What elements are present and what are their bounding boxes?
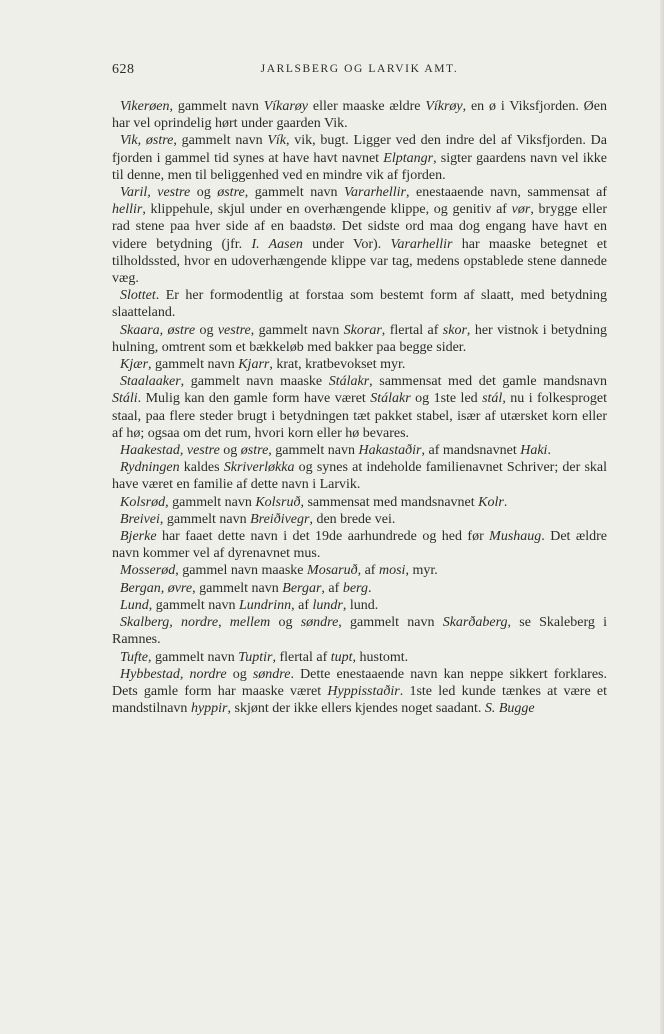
text-run: , gammelt navn xyxy=(148,649,239,665)
text-run: . 1ste led kunde tænkes at være et mandstilnavn xyxy=(112,683,607,717)
italic-term: I. Aasen xyxy=(251,236,303,252)
paragraph xyxy=(112,287,607,321)
italic-term: tupt xyxy=(330,649,353,665)
italic-term: Vikerøen xyxy=(120,99,170,114)
italic-term: Kjarr xyxy=(238,357,270,373)
page-edge xyxy=(660,0,664,1034)
paragraph xyxy=(112,373,607,442)
italic-term: hellir xyxy=(112,202,143,218)
text-run: , gammelt navn xyxy=(338,615,443,631)
paragraph xyxy=(112,459,607,493)
italic-term: Lundrinn xyxy=(239,597,292,613)
text-run: , af mandsnavnet xyxy=(421,443,521,459)
italic-term: Vik, østre xyxy=(120,133,174,149)
italic-term: Elptangr xyxy=(383,150,434,166)
italic-term: Hyppisstaðir xyxy=(327,683,400,699)
text-run: , af xyxy=(291,597,313,613)
italic-term: Víkrøy xyxy=(425,99,463,114)
italic-term: Vararhellir xyxy=(344,185,406,201)
italic-term: mosi xyxy=(378,563,406,579)
italic-term: Víkarøy xyxy=(263,99,309,114)
text-run: og synes at indeholde familienavnet Schriver; der skal have været en familie af dette navn i Larvik. xyxy=(112,460,607,493)
text-run: , gammelt navn xyxy=(244,185,344,201)
italic-term: Stálakr xyxy=(328,374,370,390)
text-run: , gammelt navn xyxy=(169,99,264,114)
italic-term: Stálakr xyxy=(370,391,411,407)
italic-term: stál xyxy=(482,391,503,407)
paragraph xyxy=(112,649,607,666)
italic-term: Haakestad, vestre xyxy=(120,443,220,459)
italic-term: Slottet xyxy=(120,288,156,304)
italic-term: Breiðivegr xyxy=(250,511,310,527)
italic-term: Breivei xyxy=(120,511,160,527)
text-run: , se Skaleberg i Ramnes. xyxy=(112,615,607,648)
running-title: JARLSBERG OG LARVIK AMT. xyxy=(260,63,459,75)
paragraph xyxy=(112,511,607,528)
italic-term: søndre xyxy=(300,615,339,631)
paragraph xyxy=(112,597,607,614)
text-run: , sigter gaardens navn vel ikke til denne, men til beliggenhed ved en mindre vik af fjorden. xyxy=(112,150,607,183)
text-run: , her vistnok i betydning hulning, omtrent som et bækkeløb med bakker paa begge sider. xyxy=(112,322,607,355)
italic-term: Stáli xyxy=(112,391,138,407)
italic-term: Kolr xyxy=(478,494,504,510)
text-run: og xyxy=(226,666,253,682)
text-run: . Det ældre navn kommer vel af dyrenavnet mus. xyxy=(112,529,607,562)
italic-term: vestre xyxy=(217,322,251,338)
text-run: , enestaaende navn, sammensat af xyxy=(405,185,608,201)
text-run: . xyxy=(547,443,551,459)
text-run: , lund. xyxy=(342,597,379,613)
italic-term: Mosaruð xyxy=(307,563,358,579)
text-run: og xyxy=(270,615,301,631)
text-run: under Vor). xyxy=(302,236,391,252)
paragraph xyxy=(112,528,607,562)
text-run: , skjønt der ikke ellers kjendes noget saadant. xyxy=(227,701,485,717)
italic-term: Hybbestad, nordre xyxy=(120,666,227,682)
text-run: og xyxy=(195,322,218,338)
text-run: , sammensat med mandsnavnet xyxy=(300,494,479,510)
text-run: , en ø i Viksfjorden. Øen har vel oprindelig hørt under gaarden Vik. xyxy=(112,99,608,132)
text-run: , gammelt navn xyxy=(148,357,239,373)
italic-term: skor xyxy=(442,322,467,338)
italic-term: Mosserød xyxy=(120,563,176,579)
italic-term: Hakastaðir xyxy=(358,443,422,459)
italic-term: Mushaug xyxy=(489,529,542,545)
italic-term: Tuptir xyxy=(238,649,273,665)
italic-term: mellem xyxy=(229,615,271,631)
paragraph xyxy=(112,322,607,356)
italic-term: Kolsruð xyxy=(255,494,301,510)
body-text xyxy=(112,98,607,717)
text-run: og xyxy=(219,443,241,459)
text-run: . xyxy=(367,580,372,596)
text-run: , brygge eller rad stene paa hver side af en baadstø. Det sidste ord maa dog engang have havt en videre betydning (jfr. xyxy=(112,202,607,252)
text-run: . xyxy=(503,494,508,510)
text-run: , flertal af xyxy=(272,649,331,665)
text-run: , gammelt navn xyxy=(173,133,268,149)
text-run: . Er her formodentlig at forstaa som bestemt form af slaatt, med betydning slaatteland. xyxy=(112,288,607,321)
italic-term: Skaara, østre xyxy=(120,322,196,338)
italic-term: hyppir xyxy=(190,701,228,717)
paragraph xyxy=(112,132,607,184)
paragraph xyxy=(112,614,607,648)
text-run: eller maaske ældre xyxy=(308,99,426,114)
text-run: kaldes xyxy=(179,460,224,476)
italic-term: Skarðaberg xyxy=(442,615,508,631)
text-run: , af xyxy=(321,580,343,596)
italic-term: Lund xyxy=(120,597,149,613)
italic-term: Skorar xyxy=(343,322,382,338)
italic-term: Kolsrød xyxy=(120,494,166,510)
text-run: , gammelt navn maaske xyxy=(180,374,329,390)
text-run: , klippehule, skjul under en overhængende klippe, og genitiv af xyxy=(142,202,512,218)
text-run: . Mulig kan den gamle form have været xyxy=(137,391,371,407)
text-run: , hustomt. xyxy=(352,649,409,665)
paragraph xyxy=(112,98,607,132)
text-run: og xyxy=(190,185,218,201)
page-header xyxy=(112,62,607,80)
paragraph xyxy=(112,562,607,579)
italic-term: Varil, vestre xyxy=(120,185,191,201)
text-run: har maaske betegnet et tilholdssted, hvor en udoverhængende klippe var tag, medens opstablede stene dannede væg. xyxy=(112,236,607,287)
italic-term: Tufte xyxy=(120,649,149,665)
text-run: , gammel navn maaske xyxy=(175,563,308,579)
text-run: , nu i folkesproget staal, paa flere steder brugt i betydningen tæt pakket stabel, især af utærsket korn eller af hø; ogsaa om det rum, hvori korn eller hø bevares. xyxy=(112,391,607,441)
italic-term: østre xyxy=(217,185,245,201)
text-run: , sammensat med det gamle mandsnavn xyxy=(369,374,607,390)
text-run: og 1ste led xyxy=(410,391,483,407)
text-run: , gammelt navn xyxy=(192,580,283,596)
text-run: , vik, bugt. Ligger ved den indre del af Viksfjorden. Da fjorden i gammel tid synes at have havt navnet xyxy=(112,133,607,166)
page-number: 628 xyxy=(112,62,135,77)
text-run: , den brede vei. xyxy=(309,511,396,527)
paragraph xyxy=(112,356,607,373)
italic-term: Bergar xyxy=(282,580,322,596)
italic-term: Skalberg, nordre xyxy=(120,615,219,631)
text-run: har faaet dette navn i det 19de aarhundrede og hed før xyxy=(156,529,490,545)
text-run: , gammelt navn xyxy=(268,443,359,459)
italic-term: Bjerke xyxy=(120,529,157,545)
text-run: , gammelt navn xyxy=(148,597,239,613)
paragraph xyxy=(112,494,607,511)
italic-term: Vararhellir xyxy=(390,236,453,252)
italic-term: Rydningen xyxy=(120,460,180,476)
italic-term: S. Bugge xyxy=(484,701,535,717)
text-run: , flertal af xyxy=(381,322,443,338)
italic-term: østre xyxy=(240,443,269,459)
italic-term: lundr xyxy=(312,597,343,613)
text-run: , gammelt navn xyxy=(250,322,344,338)
paragraph xyxy=(112,442,607,459)
italic-term: Bergan, øvre xyxy=(120,580,193,596)
italic-term: Haki xyxy=(520,443,548,459)
text-run: , krat, kratbevokset myr. xyxy=(269,357,406,373)
text-run: , myr. xyxy=(405,563,438,579)
text-run: , af xyxy=(357,563,379,579)
paragraph xyxy=(112,184,607,287)
italic-term: Kjær xyxy=(120,357,149,373)
text-run: , gammelt navn xyxy=(165,494,256,510)
text-run: , gammelt navn xyxy=(159,511,251,527)
italic-term: berg xyxy=(342,580,368,596)
text-run: , xyxy=(218,615,230,631)
paragraph xyxy=(112,666,607,718)
italic-term: Staalaaker xyxy=(120,374,181,390)
italic-term: vør xyxy=(511,202,531,218)
paragraph xyxy=(112,580,607,597)
text-run: . Dette enestaaende navn kan neppe sikkert forklares. Dets gamle form har maaske været xyxy=(112,666,607,699)
italic-term: Vík xyxy=(267,133,286,149)
italic-term: søndre xyxy=(252,666,291,682)
italic-term: Skriverløkka xyxy=(223,460,295,476)
